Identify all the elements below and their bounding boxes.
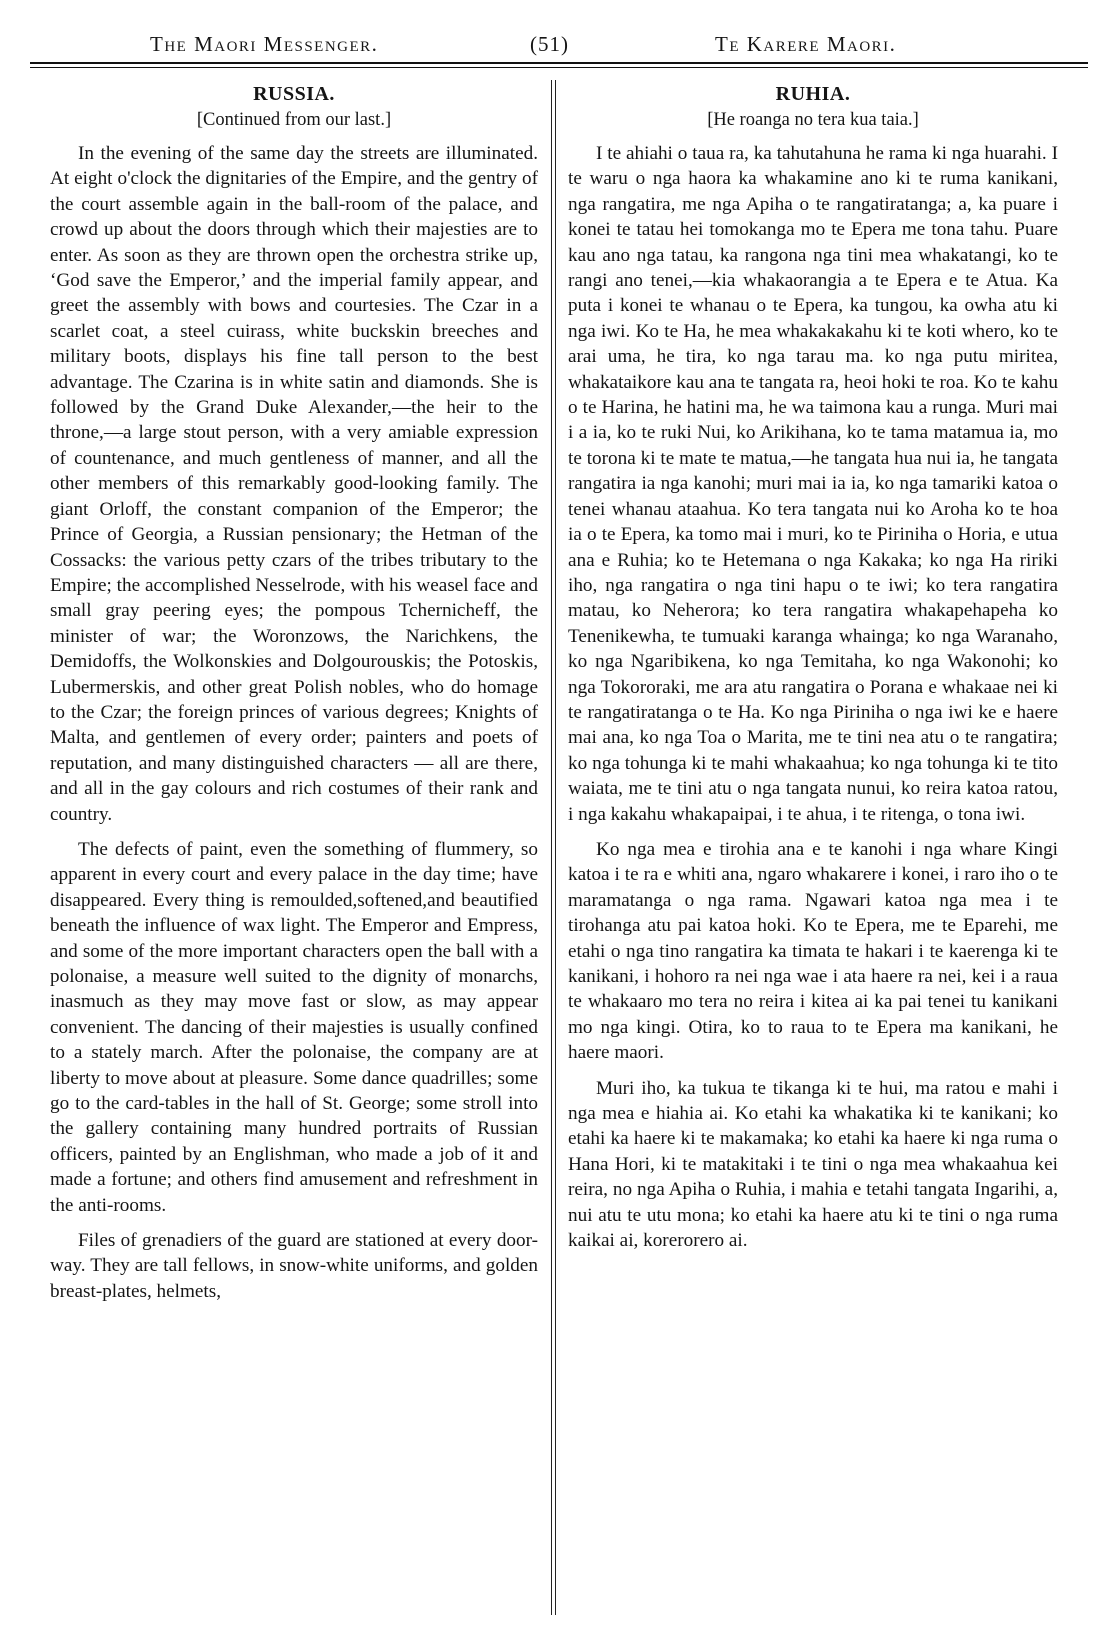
maori-column [568, 80, 1058, 1263]
header-english-title: The Maori Messenger. [150, 32, 379, 56]
page-header [60, 32, 1060, 62]
header-maori-title: Te Karere Maori. [715, 32, 897, 56]
column-divider [551, 80, 552, 1615]
english-paragraph: The defects of paint, even the something of flummery, so apparent in every court and every palace in the day time; have disappeared. Every thing is remoulded,softened,and beautified beneath the influence of wax light. The Emperor and Empress, and some of the more important characters open the ball with a polonaise, a measure well suited to the dignity of monarchs, inasmuch as they may move fast or slow, as may appear convenient. The dancing of their majesties is usually confined to a stately march. After the polonaise, the company are at liberty to move about at pleasure. Some dance quadrilles; some go to the card-tables in the hall of St. George; some stroll into the gallery containing many hundred portraits of Russian officers, painted by an Englishman, who made a job of it and made a fortune; and others find amusement and refreshment in the anti-rooms. [50, 838, 538, 1216]
english-paragraph: In the evening of the same day the streets are illuminated. At eight o'clock the dignitaries of the Empire, and the gentry of the court assemble again in the ball-room of the palace, and crowd up about the doors through which their majesties are to enter. As soon as they are thrown open the orchestra strike up, ‘God save the Emperor,’ and the imperial family appear, and greet the assembly with bows and courtesies. The Czar in a scarlet coat, a steel cuirass, white buckskin breeches and military boots, displays his fine tall person to the best advantage. The Czarina is in white satin and diamonds. She is followed by the Grand Duke Alexander,—the heir to the throne,—a large stout person, with a very amiable expression of countenance, and much gentleness of manner, and all the other members of this remarkably good-looking family. The giant Orloff, the constant companion of the Emperor; the Prince of Georgia, a Russian pensionary; the Hetman of the Cossacks: the various petty czars of the tribes tributary to the Empire; the accomplished Nesselrode, with his weasel face and small gray peering eyes; the pompous Tchernicheff, the minister of war; the Woronzows, the Narichkens, the Demidoffs, the Wolkonskies and Dolgourouskis; the Potoskis, Lubermerskis, and other great Polish nobles, who do homage to the Czar; the foreign princes of various degrees; Knights of Malta, and gentlemen of every order; painters and poets of reputation, and many distinguished characters — all are there, and all in the gay colours and rich costumes of their rank and country. [50, 143, 538, 825]
english-column [50, 80, 538, 1314]
article-subtitle-english: [Continued from our last.] [196, 110, 392, 130]
english-paragraph: Files of grenadiers of the guard are stationed at every door-way. They are tall fellows, in snow-white uniforms, and golden breast-plates, helmets, [50, 1230, 538, 1302]
header-rule-thin [30, 67, 1088, 68]
column-divider-second [555, 80, 556, 1615]
article-title-english: RUSSIA. [253, 83, 335, 105]
maori-paragraph: Ko nga mea e tirohia ana e te kanohi i nga whare Kingi katoa i te ra e whiti ana, ngaro whakarere i konei, i raro iho o te maramatanga o nga rama. Ngawari katoa nga mea i te tirohanga atu pai katoa hoki. Ko te Epera, me te Eparehi, me etahi o nga tino rangatira ka timata te hakari i te kaerenga ki te kanikani, i hohoro ra nei nga wae i ata haere ra nei, kei i a raua te whakaaro mo tera no reira i kitea ai ka pai tenei tu kanikani mo nga kingi. Otira, ko to raua to te Epera ma kanikani, he haere maori. [568, 838, 1058, 1064]
article-subtitle-maori: [He roanga no tera kua taia.] [707, 110, 919, 130]
article-title-maori: RUHIA. [775, 83, 851, 105]
maori-paragraph: I te ahiahi o taua ra, ka tahutahuna he rama ki nga huarahi. I te waru o nga haora ka whakamine ano ki te ruma kanikani, nga rangatira, me nga Apiha o te rangatiratanga; a, ka puare i konei te tatau hei tomokanga mo te Epera me tona tahu. Puare kau ano nga tatau, ka rangona nga tini mea whakatangi, ko te rangi ano tenei,—kia whakaorangia a te Epera e te Atua. Ka puta i konei te whanau o te Epera, ka tungou, ka owha atu ki nga iwi. Ko te Ha, he mea whakakakahu ki te koti whero, ko te arai uma, he tira, ko nga tarau ma. ko nga putu miritea, whakataikore kau ana te tangata ra, heoi hoki te roa. Ko te kahu o te Harina, he hatini ma, he wa taimona kau a runga. Muri mai i a ia, ko te ruki Nui, ko Arikihana, ko te tama matamua ia, mo te torona ki te mate te matua,—he tangata hua nui ia, he tangata rangatira ia nga kanohi; muri mai ia ia, ko nga tamariki katoa o tenei whanau ataahua. Ko tera tangata nui ko Aroha ko te hoa ia o te Epera, ka tomo mai i muri, ko te Piriniha o Horia, e utua ana e Ruhia; ko te Hetemana o nga Kakaka; ko nga Ha ririki iho, nga rangatira o nga tini hapu o te iwi; ko tera rangatira matau, ko Neherora; ko tera rangatira whakapehapeha ko Tenenikewha, te tumuaki karanga whainga; ko nga Waranaho, ko nga Ngaribikena, ko nga Temitaha, ko nga Wakonohi; ko nga Tokororaki, me ara atu rangatira o Porana e whakaae nei ki te rangatiratanga o te Ha. Ko nga Piriniha o nga iwi ke e haere mai ana, ko nga Toa o Marita, me te tini nea atu o te rangatira; ko nga tohunga ki te mahi whakaahua; ko nga tohunga ki te tito waiata, me te tini atu o nga tangata nunui, ko reira katoa ratou, i nga kakahu whakapaipai, i te ahua, i te ritenga, o tona iwi. [568, 143, 1058, 825]
header-rule-thick [30, 62, 1088, 64]
maori-paragraph: Muri iho, ka tukua te tikanga ki te hui, ma ratou e mahi i nga mea e hiahia ai. Ko etahi ka whakatika ki te kanikani; ko etahi ka haere ki te makamaka; ko etahi ka haere ki nga ruma o Hana Hori, ki te matakitaki i te tini o nga mea whakaahua kei reira, no nga Apiha o Ruhia, i mahia e tetahi tangata Ingarihi, a, nui atu te utu mona; ko etahi ka haere atu ki te tini o nga ruma kaikai ai, korerorero ai. [568, 1077, 1058, 1252]
page-number: (51) [530, 32, 569, 56]
